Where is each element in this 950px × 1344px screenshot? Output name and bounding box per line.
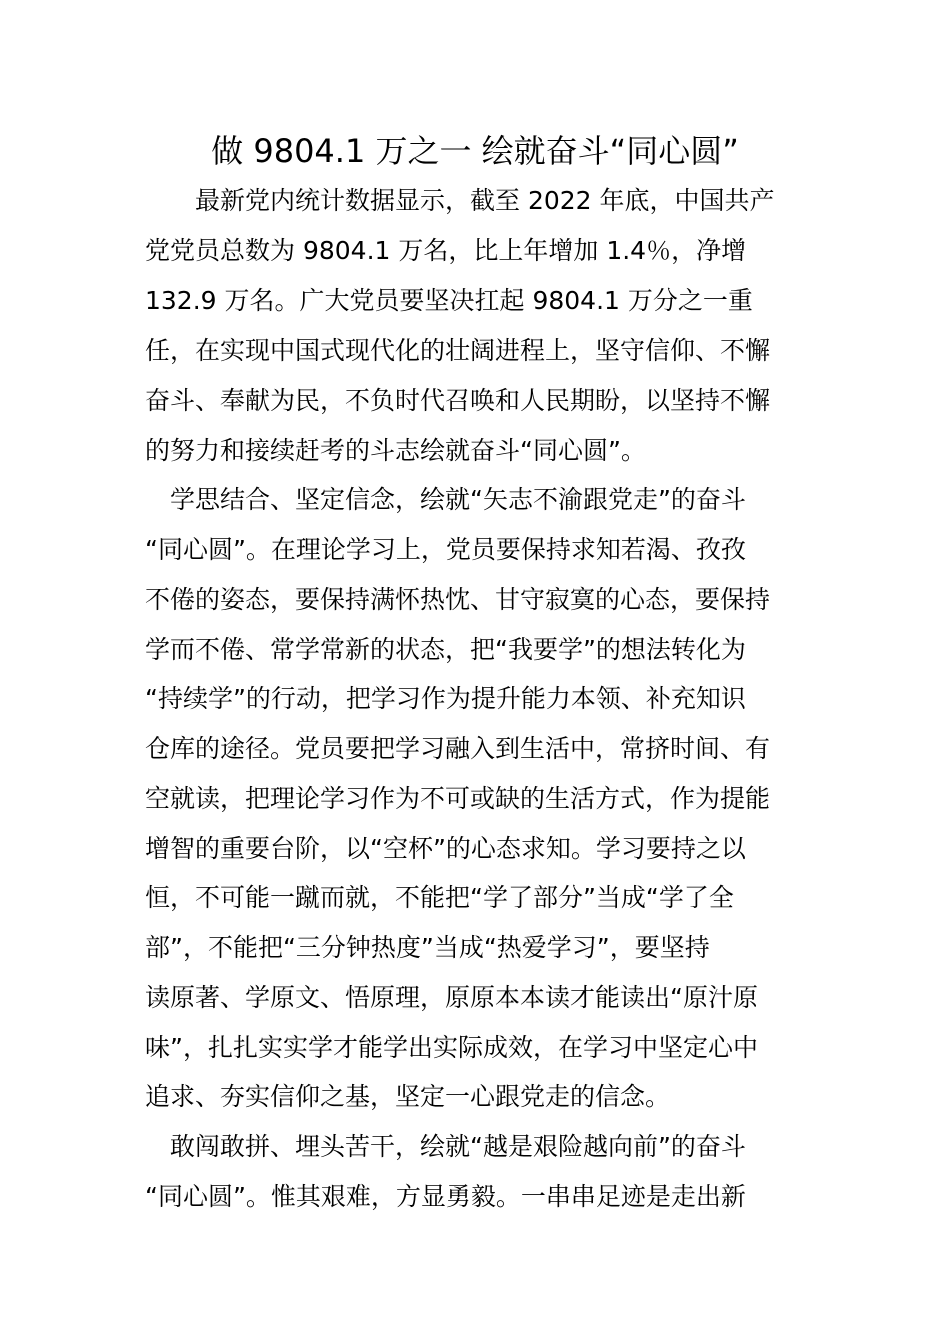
paragraph-line: “同心圆”。在理论学习上，党员要保持求知若渴、孜孜 — [145, 535, 746, 564]
paragraph-line: 党党员总数为 9804.1 万名，比上年增加 1.4％，净增 — [145, 236, 747, 265]
paragraph-line: 恒，不可能一蹴而就，不能把“学了部分”当成“学了全 — [145, 883, 734, 912]
paragraph-line: “持续学”的行动，把学习作为提升能力本领、补充知识 — [145, 684, 746, 713]
paragraph-line: 奋斗、奉献为民，不负时代召唤和人民期盼，以坚持不懈 — [145, 386, 771, 415]
paragraph-line: 追求、夯实信仰之基，坚定一心跟党走的信念。 — [145, 1082, 671, 1111]
paragraph-line: 仓库的途径。党员要把学习融入到生活中，常挤时间、有 — [145, 734, 771, 763]
paragraph-line: 最新党内统计数据显示，截至 2022 年底，中国共产 — [145, 186, 775, 215]
paragraph-line: 学而不倦、常学常新的状态，把“我要学”的想法转化为 — [145, 635, 746, 664]
paragraph-line: 味”，扎扎实实学才能学出实际成效，在学习中坚定心中 — [145, 1033, 758, 1062]
paragraph-line: 部”，不能把“三分钟热度”当成“热爱学习”，要坚持 — [145, 933, 710, 962]
paragraph-line: 增智的重要台阶，以“空杯”的心态求知。学习要持之以 — [145, 834, 746, 863]
document-title: 做 9804.1 万之一 绘就奋斗“同心圆” — [211, 132, 739, 170]
paragraph-line: 敢闯敢拼、埋头苦干，绘就“越是艰险越向前”的奋斗 — [145, 1132, 746, 1161]
paragraph-line: “同心圆”。惟其艰难，方显勇毅。一串串足迹是走出新 — [145, 1182, 746, 1211]
paragraph-line: 不倦的姿态，要保持满怀热忱、甘守寂寞的心态，要保持 — [145, 585, 771, 614]
paragraph-line: 的努力和接续赶考的斗志绘就奋斗“同心圆”。 — [145, 436, 646, 465]
paragraph-line: 学思结合、坚定信念，绘就“矢志不渝跟党走”的奋斗 — [145, 485, 746, 514]
paragraph-line: 132.9 万名。广大党员要坚决扛起 9804.1 万分之一重 — [145, 286, 753, 315]
paragraph-line: 空就读，把理论学习作为不可或缺的生活方式，作为提能 — [145, 784, 771, 813]
paragraph-line: 任，在实现中国式现代化的壮阔进程上，坚守信仰、不懈 — [145, 336, 771, 365]
paragraph-line: 读原著、学原文、悟原理，原原本本读才能读出“原汁原 — [145, 983, 758, 1012]
